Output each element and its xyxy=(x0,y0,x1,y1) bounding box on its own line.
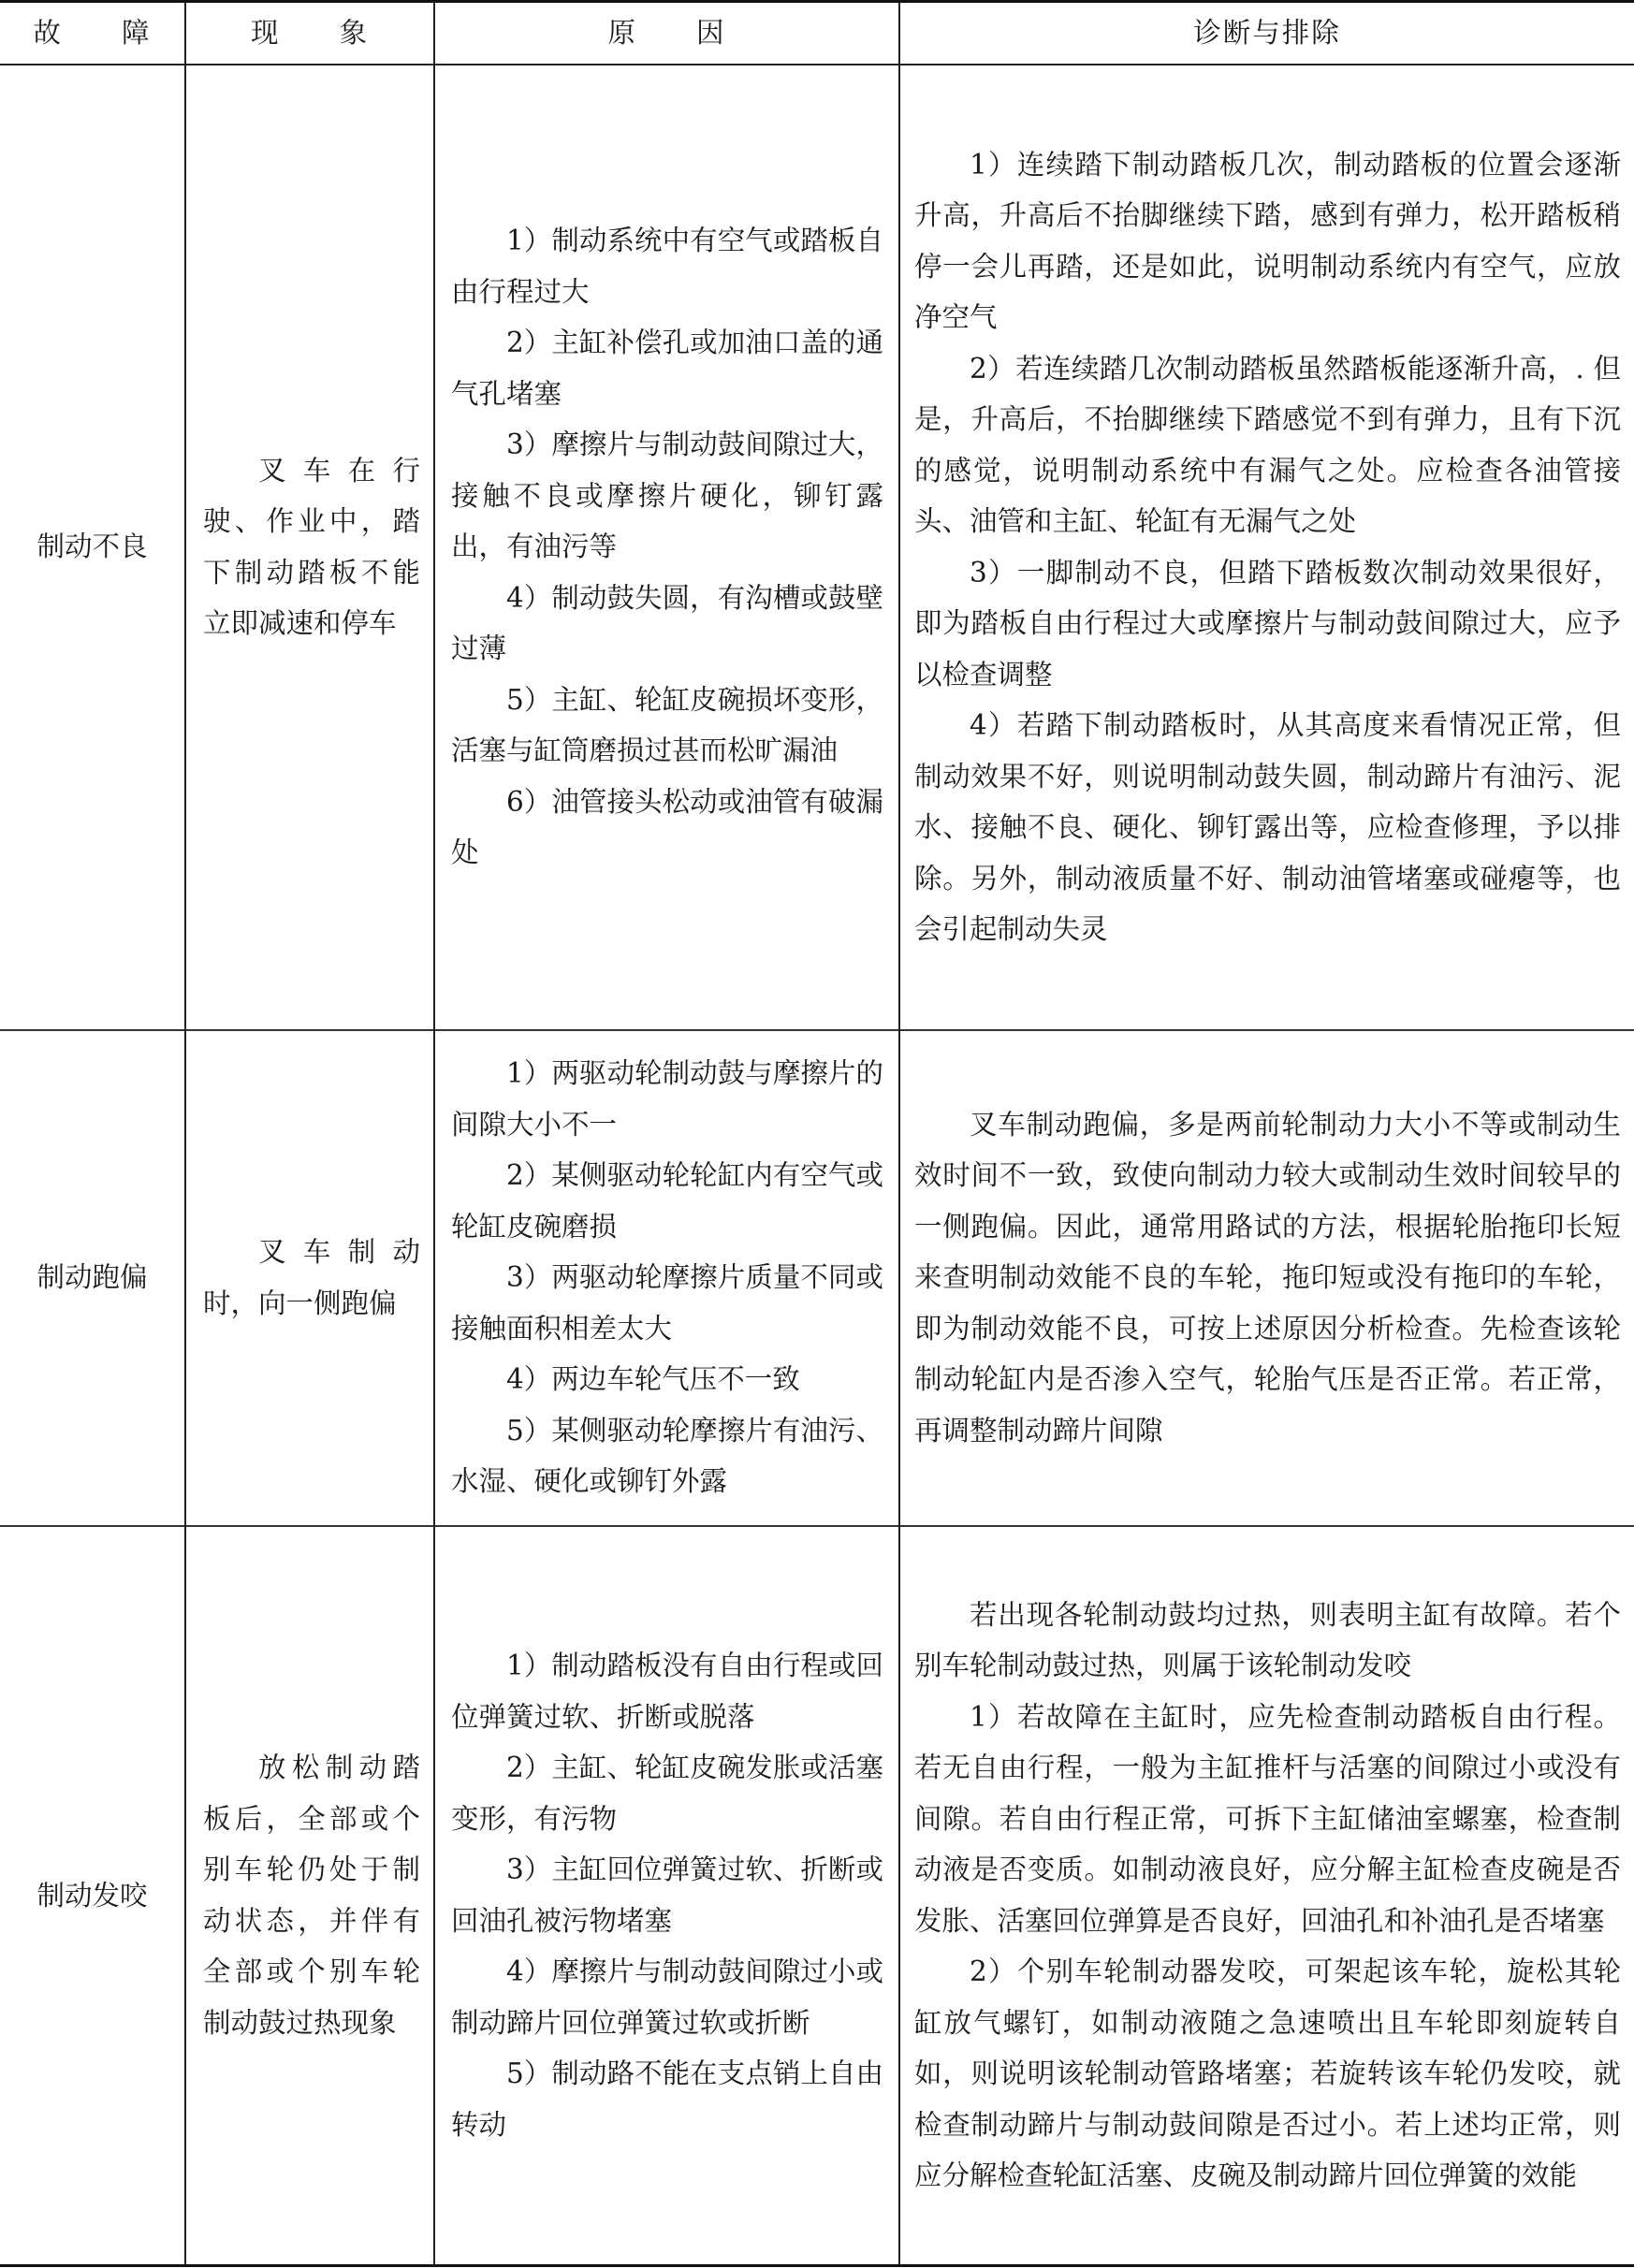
cause-item: 1）制动踏板没有自由行程或回位弹簧过软、折断或脱落 xyxy=(451,1650,883,1733)
symptom-cell xyxy=(185,1030,434,1526)
cause-item: 6）油管接头松动或油管有破漏处 xyxy=(451,785,883,869)
cause-item: 3）主缸回位弹簧过软、折断或回油孔被污物堵塞 xyxy=(451,1854,883,1937)
header-fault: 故 障 xyxy=(33,17,152,49)
diagnosis-cell xyxy=(899,65,1634,1030)
cause-cell xyxy=(434,65,899,1030)
symptom-text: 叉车在行驶、作业中，踏下制动踏板不能立即减速和停车 xyxy=(203,454,420,639)
cause-item: 2）某侧驱动轮轮缸内有空气或轮缸皮碗磨损 xyxy=(451,1159,883,1243)
fault-cell: 制动不良 xyxy=(36,531,148,563)
cause-item: 5）制动路不能在支点销上自由转动 xyxy=(451,2057,883,2141)
cause-item: 4）两边车轮气压不一致 xyxy=(506,1363,800,1396)
symptom-text: 放松制动踏板后，全部或个别车轮仍处于制动状态，并伴有全部或个别车轮制动鼓过热现象 xyxy=(203,1752,420,2039)
diagnosis-item: 3）一脚制动不良，但踏下踏板数次制动效果很好，即为踏板自由行程过大或摩擦片与制动鼓间隙过大，应予以检查调整 xyxy=(914,556,1621,691)
table-header-row xyxy=(0,2,1634,65)
diagnosis-item: 1）若故障在主缸时，应先检查制动踏板自由行程。若无自由行程，一般为主缸推杆与活塞的间隙过小或没有间隙。若自由行程正常，可拆下主缸储油室螺塞，检查制动液是否变质。如制动液良好，应分解主缸检查皮碗是否发胀、活塞回位弹算是否良好，回油孔和补油孔是否堵塞 xyxy=(914,1700,1621,1937)
table-row xyxy=(0,1030,1634,1526)
cause-item: 1）两驱动轮制动鼓与摩擦片的间隙大小不一 xyxy=(451,1057,883,1141)
cause-item: 3）摩擦片与制动鼓间隙过大，接触不良或摩擦片硬化，铆钉露出，有油污等 xyxy=(451,429,883,563)
diagnosis-item: 2）若连续踏几次制动踏板虽然踏板能逐渐升高，. 但是，升高后，不抬脚继续下踏感觉不到有弹力，且有下沉的感觉，说明制动系统中有漏气之处。应检查各油管接头、油管和主缸、轮缸有无漏气之处 xyxy=(914,352,1621,537)
cause-item: 1）制动系统中有空气或踏板自由行程过大 xyxy=(451,225,883,308)
diagnosis-item: 2）个别车轮制动器发咬，可架起该车轮，旋松其轮缸放气螺钉，如制动液随之急速喷出且车轮即刻旋转自如，则说明该轮制动管路堵塞；若旋转该车轮仍发咬，就检查制动蹄片与制动鼓间隙是否过小。若上述均正常，则应分解检查轮缸活塞、皮碗及制动蹄片回位弹簧的效能 xyxy=(914,1955,1621,2192)
header-diagnosis: 诊断与排除 xyxy=(899,2,1634,65)
cause-item: 4）摩擦片与制动鼓间隙过小或制动蹄片回位弹簧过软或折断 xyxy=(451,1955,883,2039)
table-row xyxy=(0,65,1634,1030)
fault-cell: 制动发咬 xyxy=(36,1879,148,1912)
cause-item: 5）某侧驱动轮摩擦片有油污、水湿、硬化或铆钉外露 xyxy=(451,1414,883,1498)
cause-cell xyxy=(434,1030,899,1526)
symptom-cell xyxy=(185,65,434,1030)
symptom-text: 叉车制动时，向一侧跑偏 xyxy=(203,1236,420,1319)
symptom-cell xyxy=(185,1526,434,2266)
cause-item: 4）制动鼓失圆，有沟槽或鼓壁过薄 xyxy=(451,581,883,665)
diagnosis-item: 4）若踏下制动踏板时，从其高度来看情况正常，但制动效果不好，则说明制动鼓失圆，制动蹄片有油污、泥水、接触不良、硬化、铆钉露出等，应检查修理，予以排除。另外，制动液质量不好、制动油管堵塞或碰瘪等，也会引起制动失灵 xyxy=(914,709,1621,945)
diagnosis-item: 若出现各轮制动鼓均过热，则表明主缸有故障。若个别车轮制动鼓过热，则属于该轮制动发咬 xyxy=(914,1598,1621,1682)
cause-item: 5）主缸、轮缸皮碗损坏变形，活塞与缸筒磨损过甚而松旷漏油 xyxy=(451,683,883,767)
diagnosis-item: 叉车制动跑偏，多是两前轮制动力大小不等或制动生效时间不一致，致使向制动力较大或制动生效时间较早的一侧跑偏。因此，通常用路试的方法，根据轮胎拖印长短来查明制动效能不良的车轮，拖印短或没有拖印的车轮，即为制动效能不良，可按上述原因分析检查。先检查该轮制动轮缸内是否渗入空气，轮胎气压是否正常。若正常，再调整制动蹄片间隙 xyxy=(914,1108,1621,1447)
diagnosis-item: 1）连续踏下制动踏板几次，制动踏板的位置会逐渐升高，升高后不抬脚继续下踏，感到有弹力，松开踏板稍停一会儿再踏，还是如此，说明制动系统内有空气，应放净空气 xyxy=(914,148,1621,333)
fault-cell: 制动跑偏 xyxy=(36,1261,148,1294)
cause-item: 2）主缸补偿孔或加油口盖的通气孔堵塞 xyxy=(451,327,883,410)
header-symptom: 现 象 xyxy=(185,2,434,65)
table-row xyxy=(0,1526,1634,2266)
header-cause: 原 因 xyxy=(434,2,899,65)
cause-item: 2）主缸、轮缸皮碗发胀或活塞变形，有污物 xyxy=(451,1752,883,1835)
diagnosis-cell xyxy=(899,1030,1634,1526)
cause-item: 3）两驱动轮摩擦片质量不同或接触面积相差太大 xyxy=(451,1261,883,1345)
cause-cell xyxy=(434,1526,899,2266)
diagnosis-cell xyxy=(899,1526,1634,2266)
